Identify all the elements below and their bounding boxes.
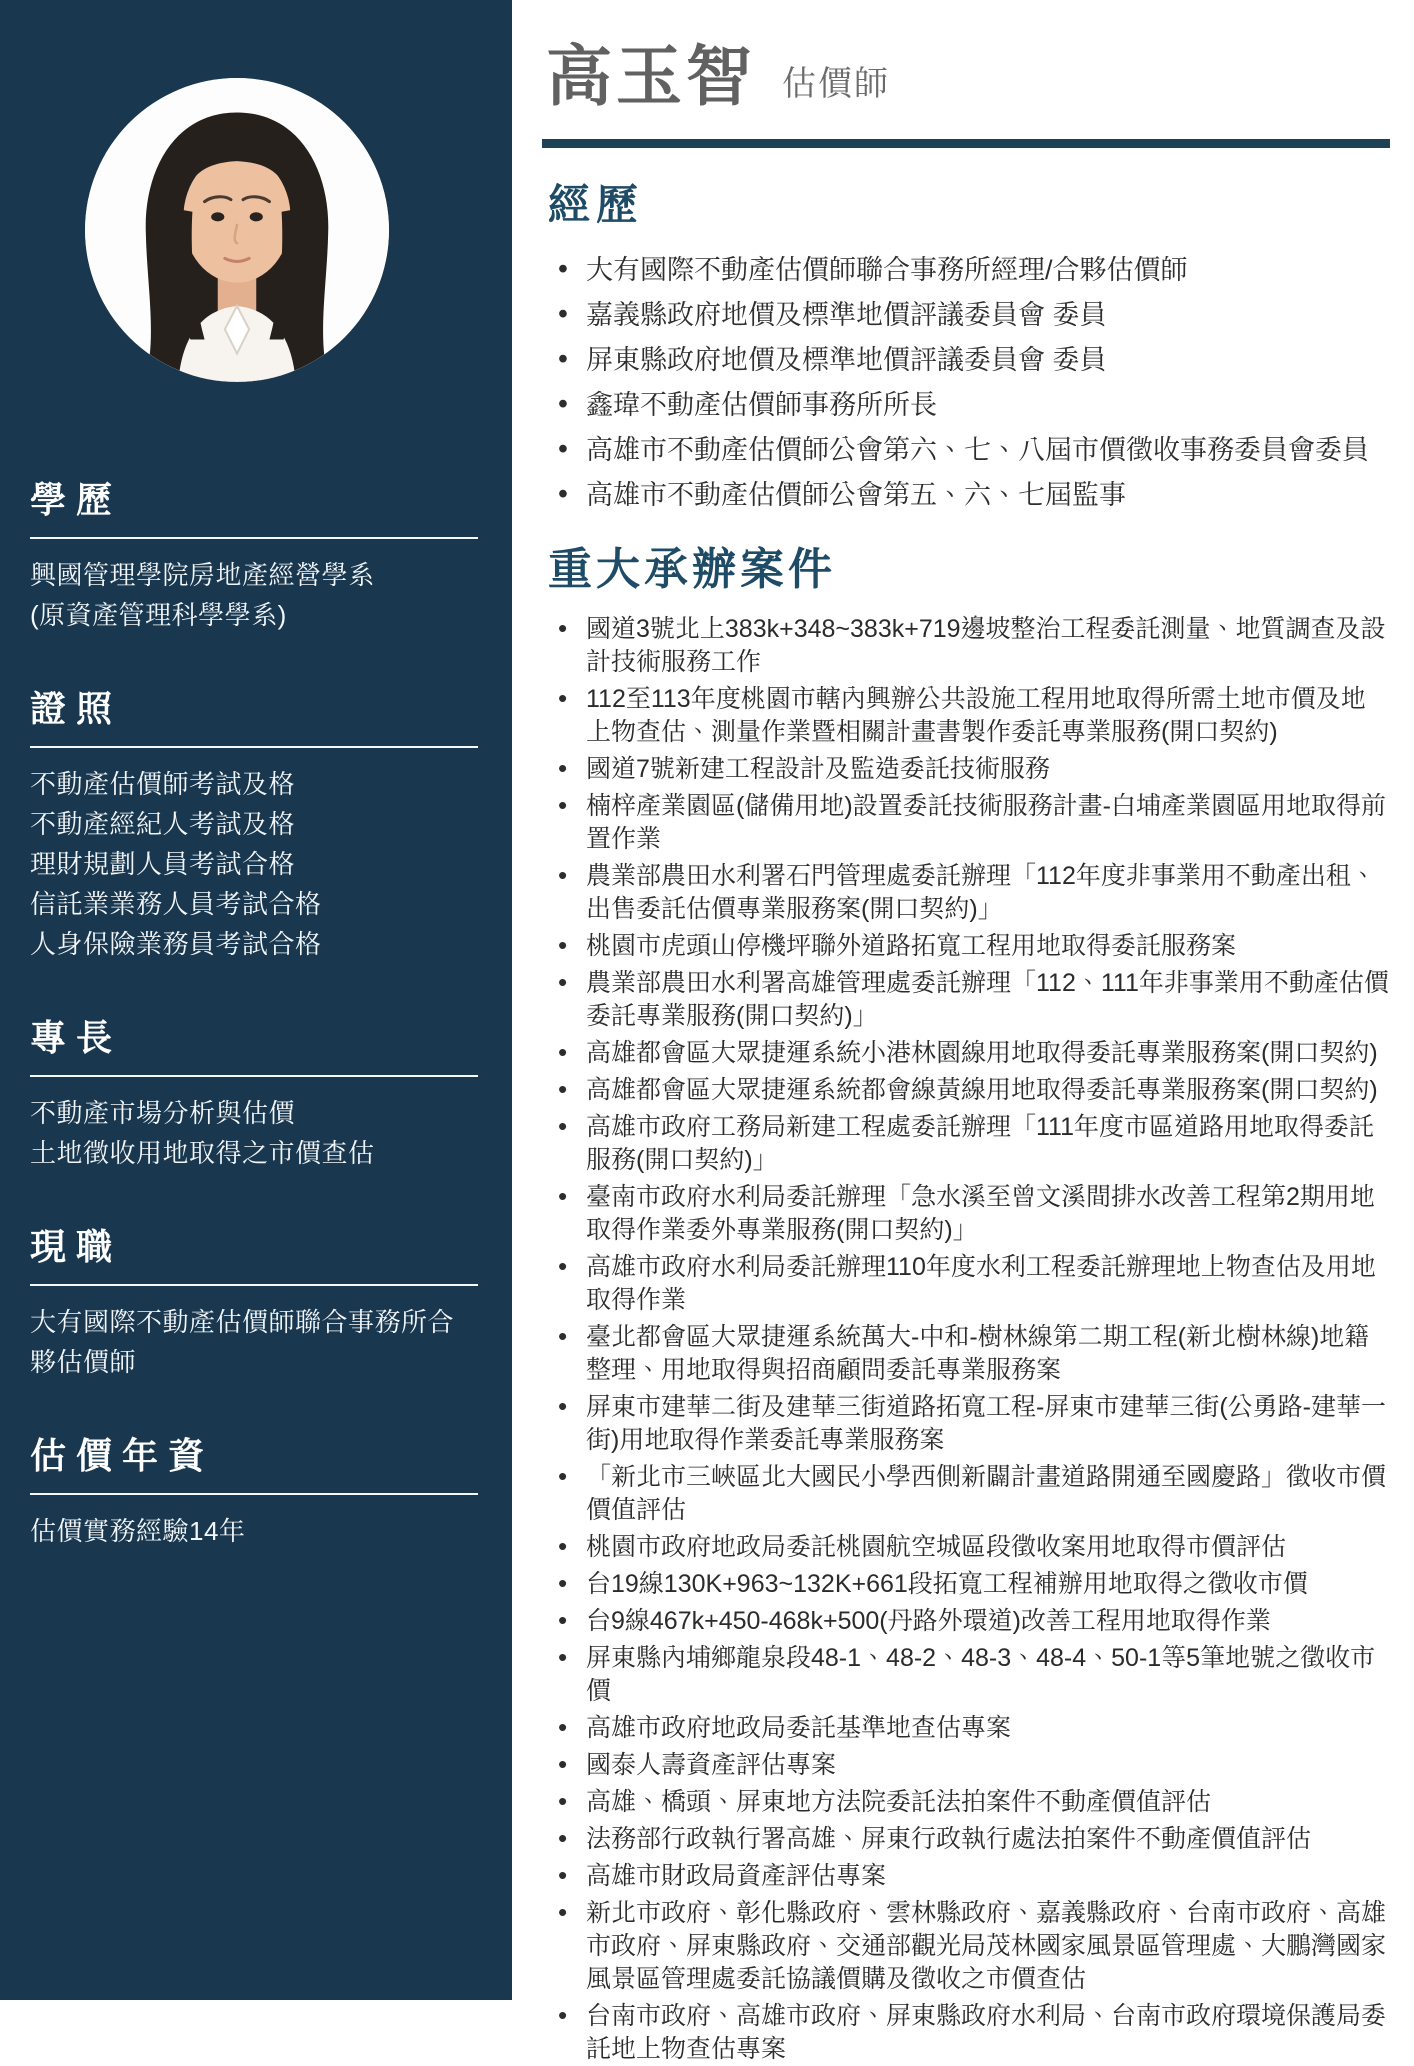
experience-heading: 經歷 — [548, 180, 645, 228]
case-item: • 高雄都會區大眾捷運系統都會線黃線用地取得委託專業服務案(開口契約) — [550, 1074, 1390, 1107]
experience-item: • 高雄市不動產估價師公會第六、七、八屆市價徵收事務委員會委員 — [550, 432, 1390, 468]
experience-item: • 大有國際不動產估價師聯合事務所經理/合夥估價師 — [550, 252, 1390, 288]
case-item: • 國道3號北上383k+348~383k+719邊坡整治工程委託測量、地質調查及設計技術服務工作 — [550, 613, 1390, 679]
sidebar-section — [30, 1010, 478, 1173]
experience-item: • 鑫瑋不動產估價師事務所所長 — [550, 387, 1390, 423]
sidebar-list-item: 不動產經紀人考試及格 — [30, 809, 296, 839]
sidebar-sections — [30, 472, 478, 1551]
sidebar — [0, 0, 512, 2000]
sidebar-list-item: (原資產管理科學學系) — [30, 600, 287, 630]
experience-list — [538, 252, 1390, 513]
case-item: • 高雄市政府地政局委託基準地查估專案 — [550, 1712, 1390, 1745]
header-divider — [542, 139, 1390, 148]
sidebar-list-item: 不動產市場分析與估價 — [30, 1098, 296, 1128]
case-item: • 高雄、橋頭、屏東地方法院委託法拍案件不動產價值評估 — [550, 1786, 1390, 1819]
experience-item: • 嘉義縣政府地價及標準地價評議委員會 委員 — [550, 297, 1390, 333]
sidebar-list-item: 理財規劃人員考試合格 — [30, 849, 296, 879]
case-item: • 高雄市政府工務局新建工程處委託辦理「111年度市區道路用地取得委託服務(開口契約)」 — [550, 1111, 1390, 1177]
case-item: • 112至113年度桃園市轄內興辦公共設施工程用地取得所需土地市價及地上物查估、測量作業暨相關計畫書製作委託專業服務(開口契約) — [550, 683, 1390, 749]
sidebar-section-list — [30, 1511, 478, 1551]
case-item: • 新北市政府、彰化縣政府、雲林縣政府、嘉義縣政府、台南市政府、高雄市政府、屏東縣政府、交通部觀光局茂林國家風景區管理處、大鵬灣國家風景區管理處委託協議價購及徵收之市價查估 — [550, 1897, 1390, 1996]
case-item: • 國道7號新建工程設計及監造委託技術服務 — [550, 753, 1390, 786]
sidebar-list-item: 興國管理學院房地產經營學系 — [30, 560, 375, 590]
case-item: • 高雄都會區大眾捷運系統小港林園線用地取得委託專業服務案(開口契約) — [550, 1037, 1390, 1070]
case-item: • 台南市政府、高雄市政府、屏東縣政府水利局、台南市政府環境保護局委託地上物查估專案 — [550, 2000, 1390, 2066]
sidebar-section — [30, 472, 478, 635]
sidebar-section-list — [30, 1302, 478, 1382]
sidebar-list-item: 信託業業務人員考試合格 — [30, 889, 322, 919]
experience-section — [538, 172, 1390, 513]
sidebar-section — [30, 1428, 478, 1551]
major-cases-section — [538, 533, 1390, 2066]
case-item: • 「新北市三峽區北大國民小學西側新闢計畫道路開通至國慶路」徵收市價價值評估 — [550, 1461, 1390, 1527]
major-cases-list — [538, 613, 1390, 2066]
sidebar-section-title: 估價年資 — [30, 1428, 478, 1495]
sidebar-list-item: 估價實務經驗14年 — [30, 1516, 246, 1546]
sidebar-list-item: 土地徵收用地取得之市價查估 — [30, 1138, 375, 1168]
main-content — [512, 0, 1414, 2063]
portrait-photo-illustration — [85, 78, 389, 382]
case-item: • 高雄市政府水利局委託辦理110年度水利工程委託辦理地上物查估及用地取得作業 — [550, 1251, 1390, 1317]
case-item: • 法務部行政執行署高雄、屏東行政執行處法拍案件不動產價值評估 — [550, 1823, 1390, 1856]
header — [538, 40, 1390, 113]
experience-item: • 高雄市不動產估價師公會第五、六、七屆監事 — [550, 477, 1390, 513]
sidebar-section-title: 學歷 — [30, 472, 478, 539]
profile-photo — [85, 78, 389, 382]
case-item: • 台9線467k+450-468k+500(丹路外環道)改善工程用地取得作業 — [550, 1605, 1390, 1638]
case-item: • 農業部農田水利署石門管理處委託辦理「112年度非事業用不動產出租、出售委託估價專業服務案(開口契約)」 — [550, 860, 1390, 926]
sidebar-section — [30, 1219, 478, 1382]
sidebar-section — [30, 681, 478, 964]
sidebar-list-item: 大有國際不動產估價師聯合事務所合夥估價師 — [30, 1307, 455, 1377]
sidebar-list-item: 人身保險業務員考試合格 — [30, 929, 322, 959]
case-item: • 屏東市建華二街及建華三街道路拓寬工程-屏東市建華三街(公勇路-建華一街)用地取得作業委託專業服務案 — [550, 1391, 1390, 1457]
case-item: • 桃園市政府地政局委託桃園航空城區段徵收案用地取得市價評估 — [550, 1531, 1390, 1564]
person-name: 高玉智 — [546, 39, 756, 113]
sidebar-section-title: 證照 — [30, 681, 478, 748]
case-item: • 臺南市政府水利局委託辦理「急水溪至曾文溪間排水改善工程第2期用地取得作業委外專業服務(開口契約)」 — [550, 1181, 1390, 1247]
sidebar-section-title: 現職 — [30, 1219, 478, 1286]
sidebar-section-list — [30, 764, 478, 964]
case-item: • 楠梓產業園區(儲備用地)設置委託技術服務計畫-白埔產業園區用地取得前置作業 — [550, 790, 1390, 856]
sidebar-section-list — [30, 1093, 478, 1173]
case-item: • 國泰人壽資產評估專案 — [550, 1749, 1390, 1782]
sidebar-list-item: 不動產估價師考試及格 — [30, 769, 296, 799]
sidebar-section-list — [30, 555, 478, 635]
major-cases-heading: 重大承辦案件 — [548, 544, 836, 594]
sidebar-section-title: 專長 — [30, 1010, 478, 1077]
case-item: • 臺北都會區大眾捷運系統萬大-中和-樹林線第二期工程(新北樹林線)地籍整理、用地取得與招商顧問委託專業服務案 — [550, 1321, 1390, 1387]
case-item: • 台19線130K+963~132K+661段拓寬工程補辦用地取得之徵收市價 — [550, 1568, 1390, 1601]
person-job-title: 估價師 — [782, 64, 890, 103]
case-item: • 農業部農田水利署高雄管理處委託辦理「112、111年非事業用不動產估價委託專業服務(開口契約)」 — [550, 967, 1390, 1033]
case-item: • 桃園市虎頭山停機坪聯外道路拓寬工程用地取得委託服務案 — [550, 930, 1390, 963]
case-item: • 高雄市財政局資產評估專案 — [550, 1860, 1390, 1893]
case-item: • 屏東縣內埔鄉龍泉段48-1、48-2、48-3、48-4、50-1等5筆地號之徵收市價 — [550, 1642, 1390, 1708]
experience-item: • 屏東縣政府地價及標準地價評議委員會 委員 — [550, 342, 1390, 378]
